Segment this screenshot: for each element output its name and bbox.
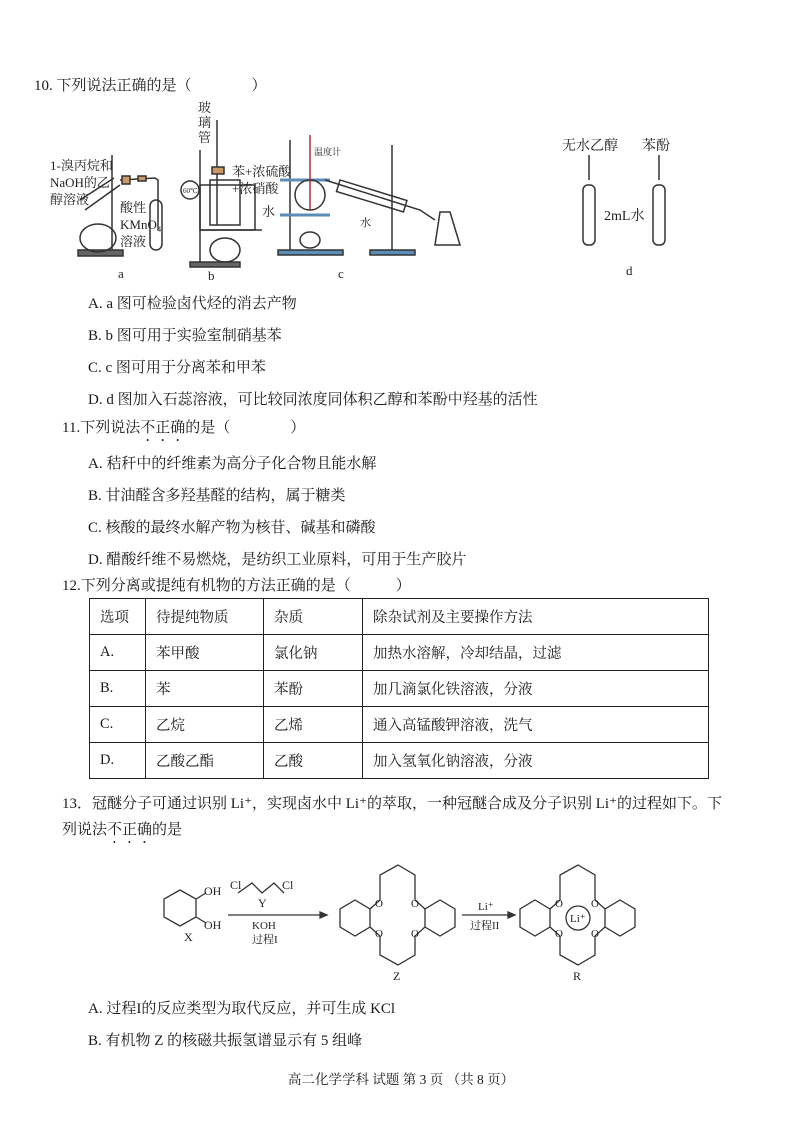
table-row (90, 635, 709, 671)
figure-a-tube-line3: 溶液 (120, 234, 147, 249)
table-row (90, 743, 709, 779)
header-cell: 选项 (90, 599, 146, 635)
q13-stem-suffix: 的是 (152, 822, 183, 838)
q13-stem-line1: 13．冠醚分子可通过识别 Li⁺，实现卤水中 Li⁺的萃取，一种冠醚合成及分子识别 Li⁺的过程如下。下 (62, 796, 722, 812)
q10-option-d: D. d 图加入石蕊溶液，可比较同浓度同体积乙醇和苯酚中羟基的活性 (88, 392, 538, 408)
figure-a-reagent-line2: NaOH的乙 (50, 175, 110, 190)
benzene-ring-r-left (520, 900, 550, 936)
q10-apparatus-figures (40, 100, 760, 285)
q10-option-a: A. a 图可检验卤代烃的消去产物 (88, 296, 297, 312)
table-cell: 苯酚 (264, 671, 363, 707)
table-cell: C. (90, 707, 146, 743)
table-row (90, 707, 709, 743)
header-cell: 待提纯物质 (146, 599, 264, 635)
z-o-1: O (375, 898, 383, 910)
r-o-1: O (555, 898, 563, 910)
label-z: Z (393, 969, 401, 983)
q13-option-a: A. 过程I的反应类型为取代反应，并可生成 KCl (88, 1001, 396, 1017)
figure-d (583, 155, 665, 245)
figure-a-label: a (118, 266, 124, 281)
q11-stem-prefix: 11.下列说法 (62, 420, 141, 436)
q11-option-c: C. 核酸的最终水解产物为核苷、碱基和磷酸 (88, 520, 376, 536)
q13-option-b: B. 有机物 Z 的核磁共振氢谱显示有 5 组峰 (88, 1033, 363, 1049)
label-y: Y (258, 896, 267, 910)
label-x: X (184, 930, 193, 944)
q10-option-b: B. b 图可用于实验室制硝基苯 (88, 328, 282, 344)
y-cl-left: Cl (230, 878, 242, 892)
figure-b-mix-2: +浓硝酸 (232, 181, 279, 196)
table-row (90, 671, 709, 707)
table-cell: 氯化钠 (264, 635, 363, 671)
table-cell: 乙烷 (146, 707, 264, 743)
r-lithium-ion: Li⁺ (570, 913, 586, 925)
figure-c (278, 135, 460, 255)
q12-stem: 12.下列分离或提纯有机物的方法正确的是（ ） (62, 578, 411, 594)
table-cell: 苯甲酸 (146, 635, 264, 671)
table-cell: A. (90, 635, 146, 671)
process-2: 过程II (470, 920, 500, 932)
benzene-ring-x (164, 890, 196, 926)
page-footer: 高二化学学科 试题 第 3 页 （共 8 页） (288, 1072, 515, 1087)
z-o-4: O (411, 928, 419, 940)
q12-table (89, 598, 709, 779)
q11-stem-suffix: 的是（ ） (185, 420, 306, 436)
table-cell: 乙烯 (264, 707, 363, 743)
figure-c-label: c (338, 266, 344, 281)
q11-stem-emphasis: 不正确 (140, 420, 186, 436)
figure-a-reagent-line1: 1-溴丙烷和 (50, 158, 113, 173)
figure-d-right: 苯酚 (642, 139, 670, 154)
table-cell: D. (90, 743, 146, 779)
table-header-row (90, 599, 709, 635)
figure-c-thermometer: 温度计 (314, 147, 342, 157)
x-oh-bottom: OH (204, 918, 222, 932)
y-cl-right: Cl (282, 878, 294, 892)
figure-b-tube-2: 璃 (198, 115, 212, 130)
benzene-ring-z-right (425, 900, 455, 936)
figure-d-label: d (626, 263, 633, 278)
r-o-2: O (591, 898, 599, 910)
q10-option-c: C. c 图可用于分离苯和甲苯 (88, 360, 266, 376)
header-cell: 除杂试剂及主要操作方法 (363, 599, 709, 635)
figure-d-water: 2mL水 (604, 209, 645, 224)
z-o-2: O (411, 898, 419, 910)
figure-b-temp: 60℃ (183, 187, 198, 195)
reagent-li: Li⁺ (478, 901, 494, 913)
table-cell: 苯 (146, 671, 264, 707)
z-o-3: O (375, 928, 383, 940)
figure-b-mix-1: 苯+浓硫酸 (232, 164, 292, 179)
table-cell: 乙酸 (264, 743, 363, 779)
figure-b-tube-3: 管 (198, 130, 212, 145)
q13-stem-prefix: 列说法 (62, 822, 108, 838)
benzene-ring-r-right (605, 900, 635, 936)
table-cell: 加入氢氧化钠溶液，分液 (363, 743, 709, 779)
figure-b-water: 水 (262, 204, 276, 219)
table-cell: 加热水溶解，冷却结晶，过滤 (363, 635, 709, 671)
q13-stem-line2 (62, 818, 182, 847)
figure-c-water: 水 (360, 217, 371, 229)
table-cell: 加几滴氯化铁溶液，分液 (363, 671, 709, 707)
table-cell: 通入高锰酸钾溶液，洗气 (363, 707, 709, 743)
figure-a-tube-line1: 酸性 (120, 200, 147, 215)
figure-b-label: b (208, 268, 215, 283)
header-cell: 杂质 (264, 599, 363, 635)
process-1: 过程I (252, 934, 278, 946)
reagent-koh: KOH (252, 920, 276, 932)
figure-a-reagent-line3: 醇溶液 (50, 192, 90, 207)
label-r: R (573, 969, 582, 983)
benzene-ring-z-left (340, 900, 370, 936)
r-o-4: O (591, 928, 599, 940)
figure-b-tube-1: 玻 (198, 100, 212, 115)
r-o-3: O (555, 928, 563, 940)
q11-option-a: A. 秸秆中的纤维素为高分子化合物且能水解 (88, 456, 377, 472)
q10-stem: 10. 下列说法正确的是（ ） (34, 78, 267, 94)
q11-option-d: D. 醋酸纤维不易燃烧，是纺织工业原料，可用于生产胶片 (88, 552, 467, 568)
table-cell: B. (90, 671, 146, 707)
q13-stem-emphasis: 不正确 (107, 822, 153, 838)
figure-d-left: 无水乙醇 (562, 139, 618, 154)
table-cell: 乙酸乙酯 (146, 743, 264, 779)
q13-reaction-scheme (140, 855, 660, 985)
x-oh-top: OH (204, 884, 222, 898)
q11-stem (62, 416, 305, 445)
figure-a-tube-line2: KMnO₄ (120, 217, 162, 232)
q11-option-b: B. 甘油醛含多羟基醛的结构，属于糖类 (88, 488, 346, 504)
